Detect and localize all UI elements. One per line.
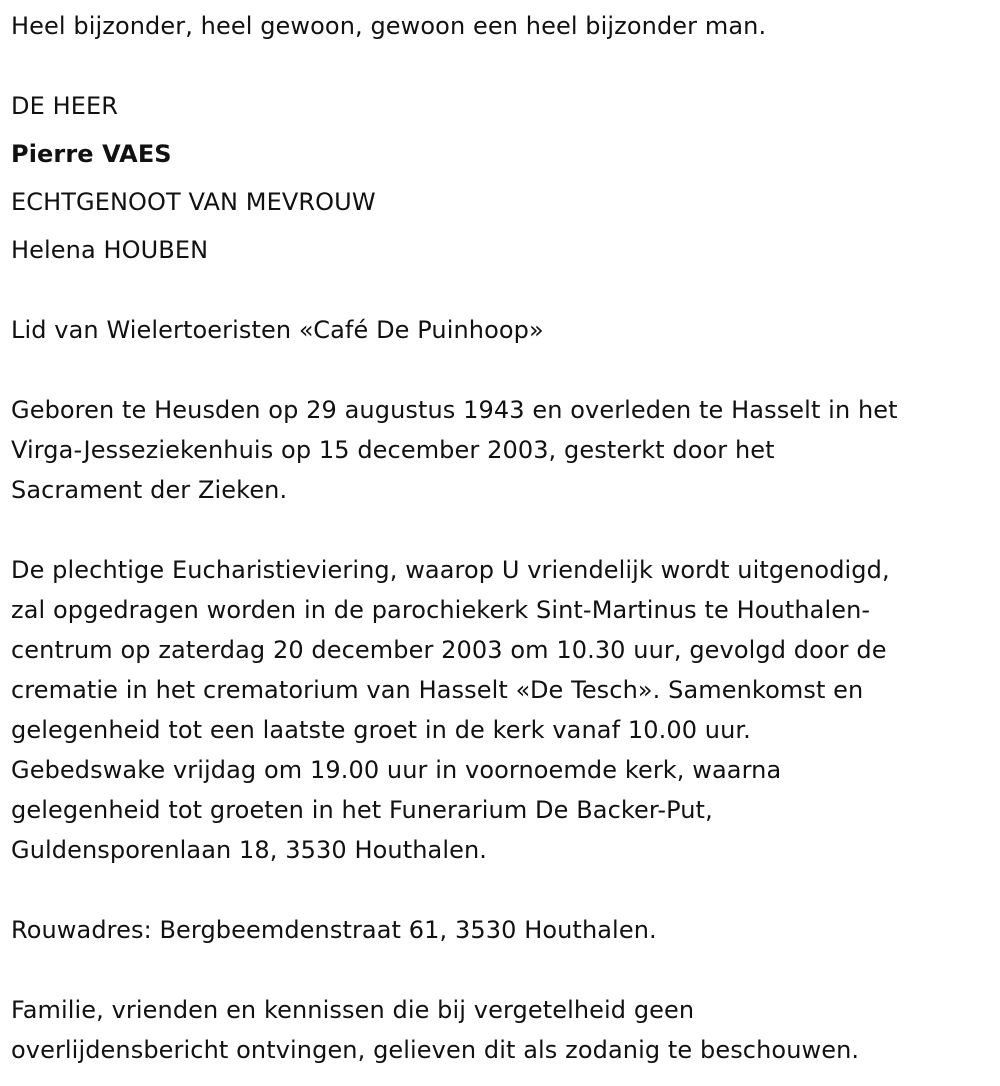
closing-line: Familie, vrienden en kennissen die bij vergetelheid geen: [11, 996, 695, 1024]
membership: Lid van Wielertoeristen «Café De Puinhoop»: [11, 316, 544, 344]
spouse-label: ECHTGENOOT VAN MEVROUW: [11, 188, 376, 216]
ceremony-line: gelegenheid tot groeten in het Funerarium De Backer-Put,: [11, 796, 713, 824]
ceremony-line: De plechtige Eucharistieviering, waarop U vriendelijk wordt uitgenodigd,: [11, 556, 890, 584]
mourning-address: Rouwadres: Bergbeemdenstraat 61, 3530 Houthalen.: [11, 916, 657, 944]
ceremony-line: zal opgedragen worden in de parochiekerk Sint-Martinus te Houthalen-: [11, 596, 871, 624]
motto: Heel bijzonder, heel gewoon, gewoon een heel bijzonder man.: [11, 12, 767, 40]
birth-death-line: Virga-Jesseziekenhuis op 15 december 2003, gesterkt door het: [11, 436, 775, 464]
ceremony-line: gelegenheid tot een laatste groet in de kerk vanaf 10.00 uur.: [11, 716, 751, 744]
birth-death-line: Geboren te Heusden op 29 augustus 1943 en overleden te Hasselt in het: [11, 396, 898, 424]
deceased-name: Pierre VAES: [11, 140, 172, 168]
honorific: DE HEER: [11, 92, 119, 120]
ceremony-line: Guldensporenlaan 18, 3530 Houthalen.: [11, 836, 487, 864]
closing-line: overlijdensbericht ontvingen, gelieven dit als zodanig te beschouwen.: [11, 1036, 860, 1064]
spouse-name: Helena HOUBEN: [11, 236, 209, 264]
ceremony-line: centrum op zaterdag 20 december 2003 om 10.30 uur, gevolgd door de: [11, 636, 887, 664]
birth-death-line: Sacrament der Zieken.: [11, 476, 288, 504]
ceremony-line: crematie in het crematorium van Hasselt «De Tesch». Samenkomst en: [11, 676, 864, 704]
ceremony-line: Gebedswake vrijdag om 19.00 uur in voornoemde kerk, waarna: [11, 756, 782, 784]
